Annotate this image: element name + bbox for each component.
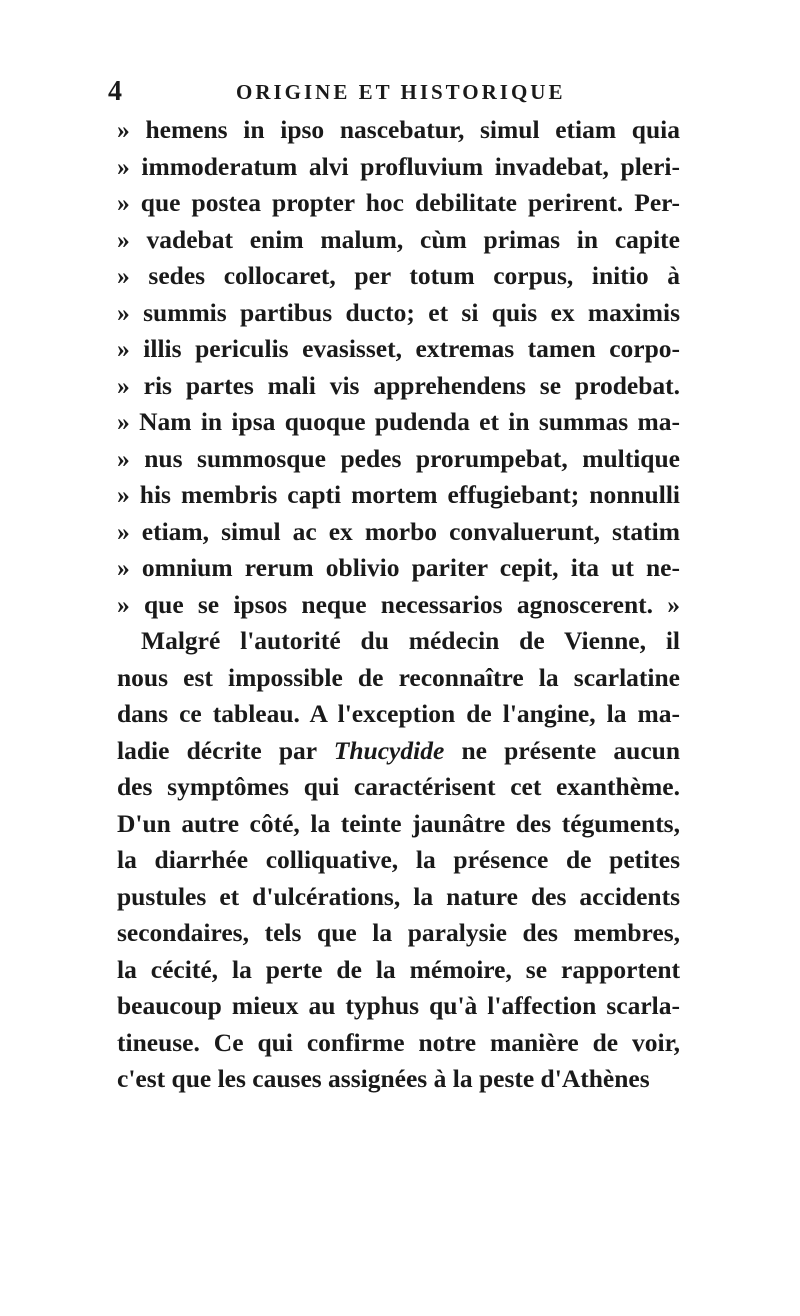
paragraph-first-line: Malgré l'autorité du médecin de Vienne, il [141, 626, 680, 655]
text-line: beaucoup mieux au typhus qu'à l'affection scarla- [117, 991, 680, 1020]
text-segment: ladie décrite par [117, 735, 317, 765]
text-line: la diarrhée colliquative, la présence de petites [117, 845, 680, 874]
text-segment: ne présente aucun [461, 735, 680, 765]
text-line: » omnium rerum oblivio pariter cepit, ita ut ne- [117, 553, 680, 582]
text-line: » sedes collocaret, per totum corpus, initio à [117, 261, 680, 290]
text-line: D'un autre côté, la teinte jaunâtre des téguments, [117, 808, 680, 838]
page-number: 4 [108, 76, 122, 107]
running-header [0, 74, 800, 110]
text-line: la cécité, la perte de la mémoire, se rapportent [117, 954, 680, 984]
text-line: » Nam in ipsa quoque pudenda et in summas ma- [117, 407, 680, 436]
text-line: nous est impossible de reconnaître la scarlatine [117, 662, 680, 692]
text-line: » illis periculis evasisset, extremas tamen corpo- [117, 334, 680, 363]
text-line: » que se ipsos neque necessarios agnoscerent. » [117, 589, 680, 619]
text-line: » summis partibus ducto; et si quis ex maximis [117, 297, 680, 327]
text-line: » nus summosque pedes prorumpebat, multique [117, 443, 680, 473]
text-line: » que postea propter hoc debilitate perirent. Per- [117, 188, 680, 217]
text-line: pustules et d'ulcérations, la nature des accidents [117, 881, 680, 911]
text-line: » his membris capti mortem effugiebant; nonnulli [117, 480, 680, 509]
text-line: secondaires, tels que la paralysie des membres, [117, 918, 680, 947]
author-name-italic: Thucydide [333, 735, 445, 765]
text-line: des symptômes qui caractérisent cet exanthème. [117, 772, 680, 801]
text-line-with-italic [117, 733, 680, 770]
text-line: c'est que les causes assignées à la peste d'Athènes [117, 1064, 650, 1093]
text-line: dans ce tableau. A l'exception de l'angine, la ma- [117, 699, 680, 728]
text-line: » etiam, simul ac ex morbo convaluerunt, statim [117, 516, 680, 546]
text-line: » vadebat enim malum, cùm primas in capite [117, 224, 680, 254]
text-line: » ris partes mali vis apprehendens se prodebat. [117, 370, 680, 400]
text-line: » immoderatum alvi profluvium invadebat, pleri- [117, 151, 680, 181]
text-line: » hemens in ipso nascebatur, simul etiam quia [117, 115, 680, 144]
body-text [117, 112, 680, 1098]
running-title: ORIGINE ET HISTORIQUE [236, 80, 566, 104]
text-line: tineuse. Ce qui confirme notre manière de voir, [117, 1027, 680, 1057]
